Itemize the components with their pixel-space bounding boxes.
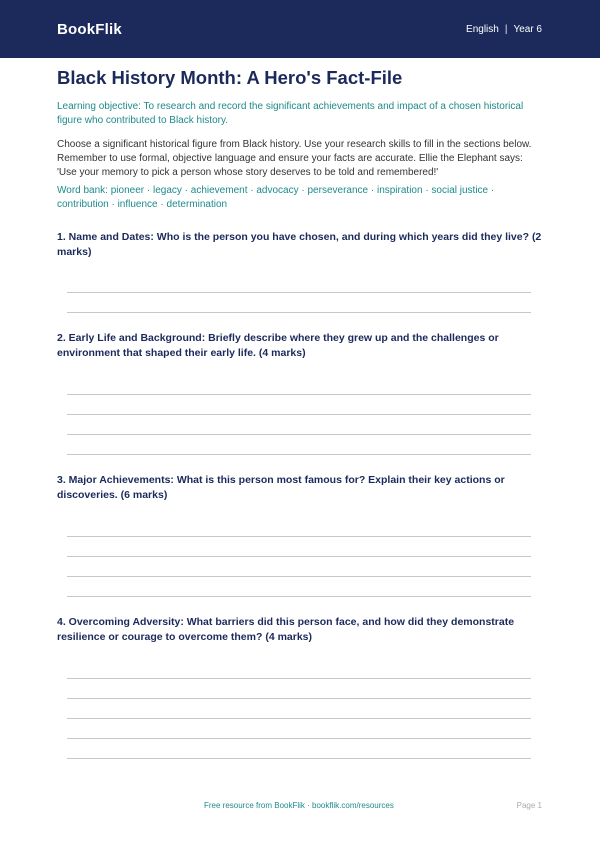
question-3: 3. Major Achievements: What is this person most famous for? Explain their key actions or discoveries. (6 marks) bbox=[57, 474, 505, 501]
page-footer bbox=[0, 801, 600, 815]
subject-label: English bbox=[466, 23, 499, 35]
question-1: 1. Name and Dates: Who is the person you have chosen, and during which years did they live? (2 marks) bbox=[57, 231, 542, 258]
brand-logo: BookFlik bbox=[57, 20, 122, 38]
word-bank: Word bank: pioneer · legacy · achievement · advocacy · perseverance · inspiration · social justice · contribution · influence · determination bbox=[57, 185, 495, 210]
answer-line[interactable] bbox=[67, 556, 531, 557]
page-number: Page 1 bbox=[516, 801, 542, 810]
page-title: Black History Month: A Hero's Fact-File bbox=[57, 67, 403, 88]
page-header bbox=[0, 0, 600, 58]
answer-line[interactable] bbox=[67, 454, 531, 455]
year-label: Year 6 bbox=[513, 23, 542, 35]
answer-line[interactable] bbox=[67, 536, 531, 537]
answer-line[interactable] bbox=[67, 758, 531, 759]
header-meta bbox=[466, 24, 542, 35]
answer-line[interactable] bbox=[67, 698, 531, 699]
question-2: 2. Early Life and Background: Briefly describe where they grew up and the challenges or environment that shaped their early life. (4 marks) bbox=[57, 332, 499, 359]
footer-credit: Free resource from BookFlik · bookflik.com/resources bbox=[204, 801, 394, 810]
answer-line[interactable] bbox=[67, 576, 531, 577]
answer-line[interactable] bbox=[67, 678, 531, 679]
answer-line[interactable] bbox=[67, 292, 531, 293]
answer-line[interactable] bbox=[67, 718, 531, 719]
question-4: 4. Overcoming Adversity: What barriers did this person face, and how did they demonstrate resilience or courage to overcome them? (4 marks) bbox=[57, 616, 515, 643]
instructions: Choose a significant historical figure from Black history. Use your research skills to fill in the sections below. Remember to use formal, objective language and ensure your facts are accurate. Ellie the Elephant says: 'Use your memory to pick a person whose story deserves to be told and remembered!' bbox=[57, 139, 532, 178]
meta-separator: | bbox=[504, 23, 508, 35]
learning-objective: Learning objective: To research and record the significant achievements and impact of a chosen historical figure who contributed to Black history. bbox=[57, 101, 524, 126]
answer-line[interactable] bbox=[67, 738, 531, 739]
answer-line[interactable] bbox=[67, 394, 531, 395]
answer-line[interactable] bbox=[67, 312, 531, 313]
answer-line[interactable] bbox=[67, 434, 531, 435]
answer-line[interactable] bbox=[67, 414, 531, 415]
answer-line[interactable] bbox=[67, 596, 531, 597]
